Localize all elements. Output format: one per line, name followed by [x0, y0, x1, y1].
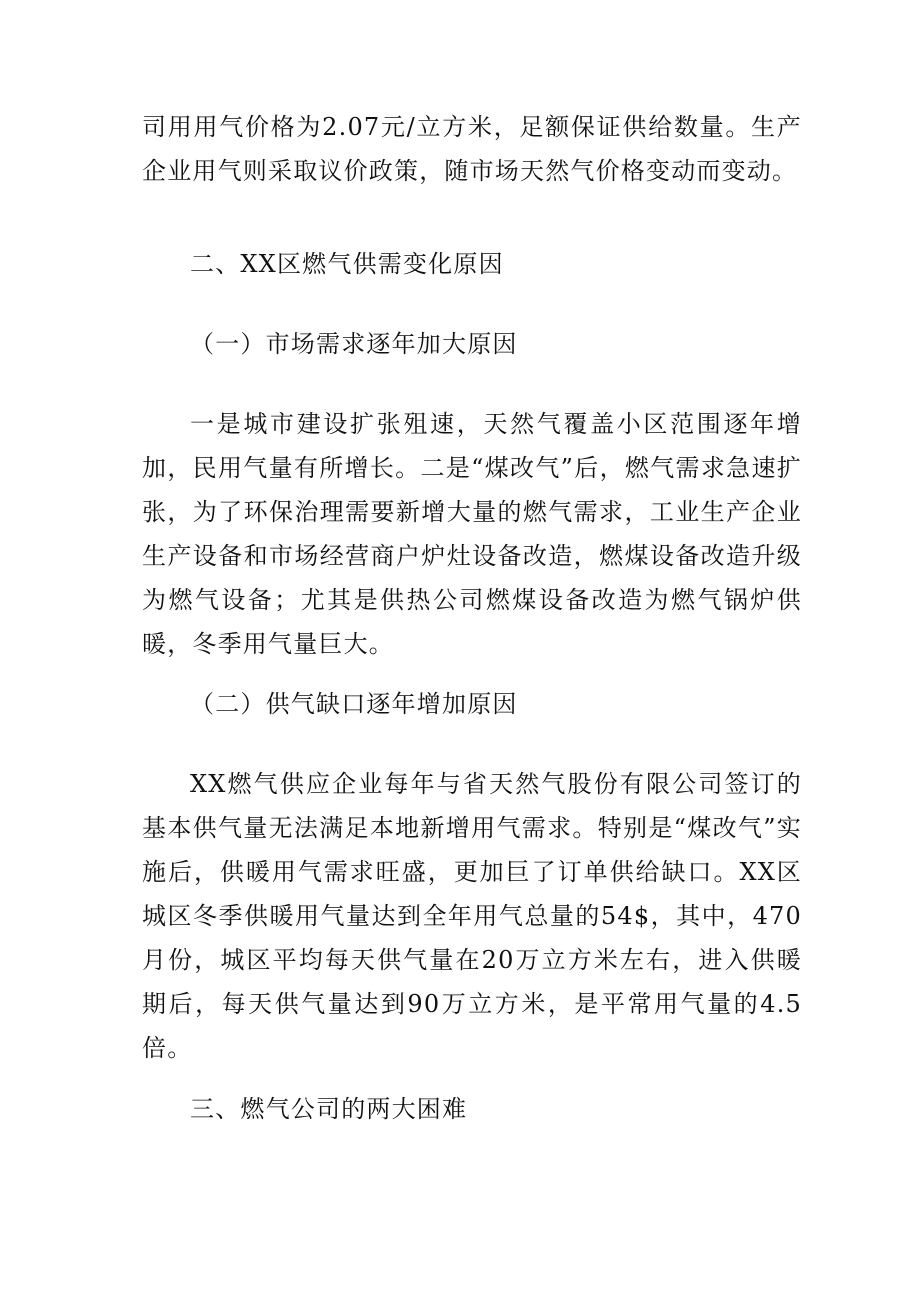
subsection-1-paragraph: 一是城市建设扩张殂速，天然气覆盖小区范围逐年增加，民用气量有所增长。二是“煤改气”后，燃气需求急速扩张，为了环保治理需要新增大量的燃气需求，工业生产企业生产设备和市场经营商户炉灶设备改造，燃煤设备改造升级为燃气设备；尤其是供热公司燃煤设备改造为燃气锅炉供暖，冬季用气量巨大。	[142, 410, 802, 658]
section-heading-2: 二、XX区燃气供需变化原因	[190, 250, 504, 278]
intro-paragraph: 司用用气价格为2.07元/立方米，足额保证供给数量。生产企业用气则采取议价政策，随市场天然气价格变动而变动。	[142, 113, 802, 185]
section-heading-3: 三、燃气公司的两大困难	[190, 1095, 468, 1123]
subsection-heading-1: （一）市场需求逐年加大原因	[190, 330, 518, 358]
subsection-2-paragraph: XX燃气供应企业每年与省天然气股份有限公司签订的基本供气量无法满足本地新增用气需求。特别是“煤改气”实施后，供暖用气需求旺盛，更加巨了订单供给缺口。XX区城区冬季供暖用气量达到全年用气总量的54$，其中，470月份，城区平均每天供气量在20万立方米左右，进入供暖期后，每天供气量达到90万立方米，是平常用气量的4.5倍。	[142, 770, 802, 1062]
subsection-heading-2: （二）供气缺口逐年增加原因	[190, 690, 518, 718]
